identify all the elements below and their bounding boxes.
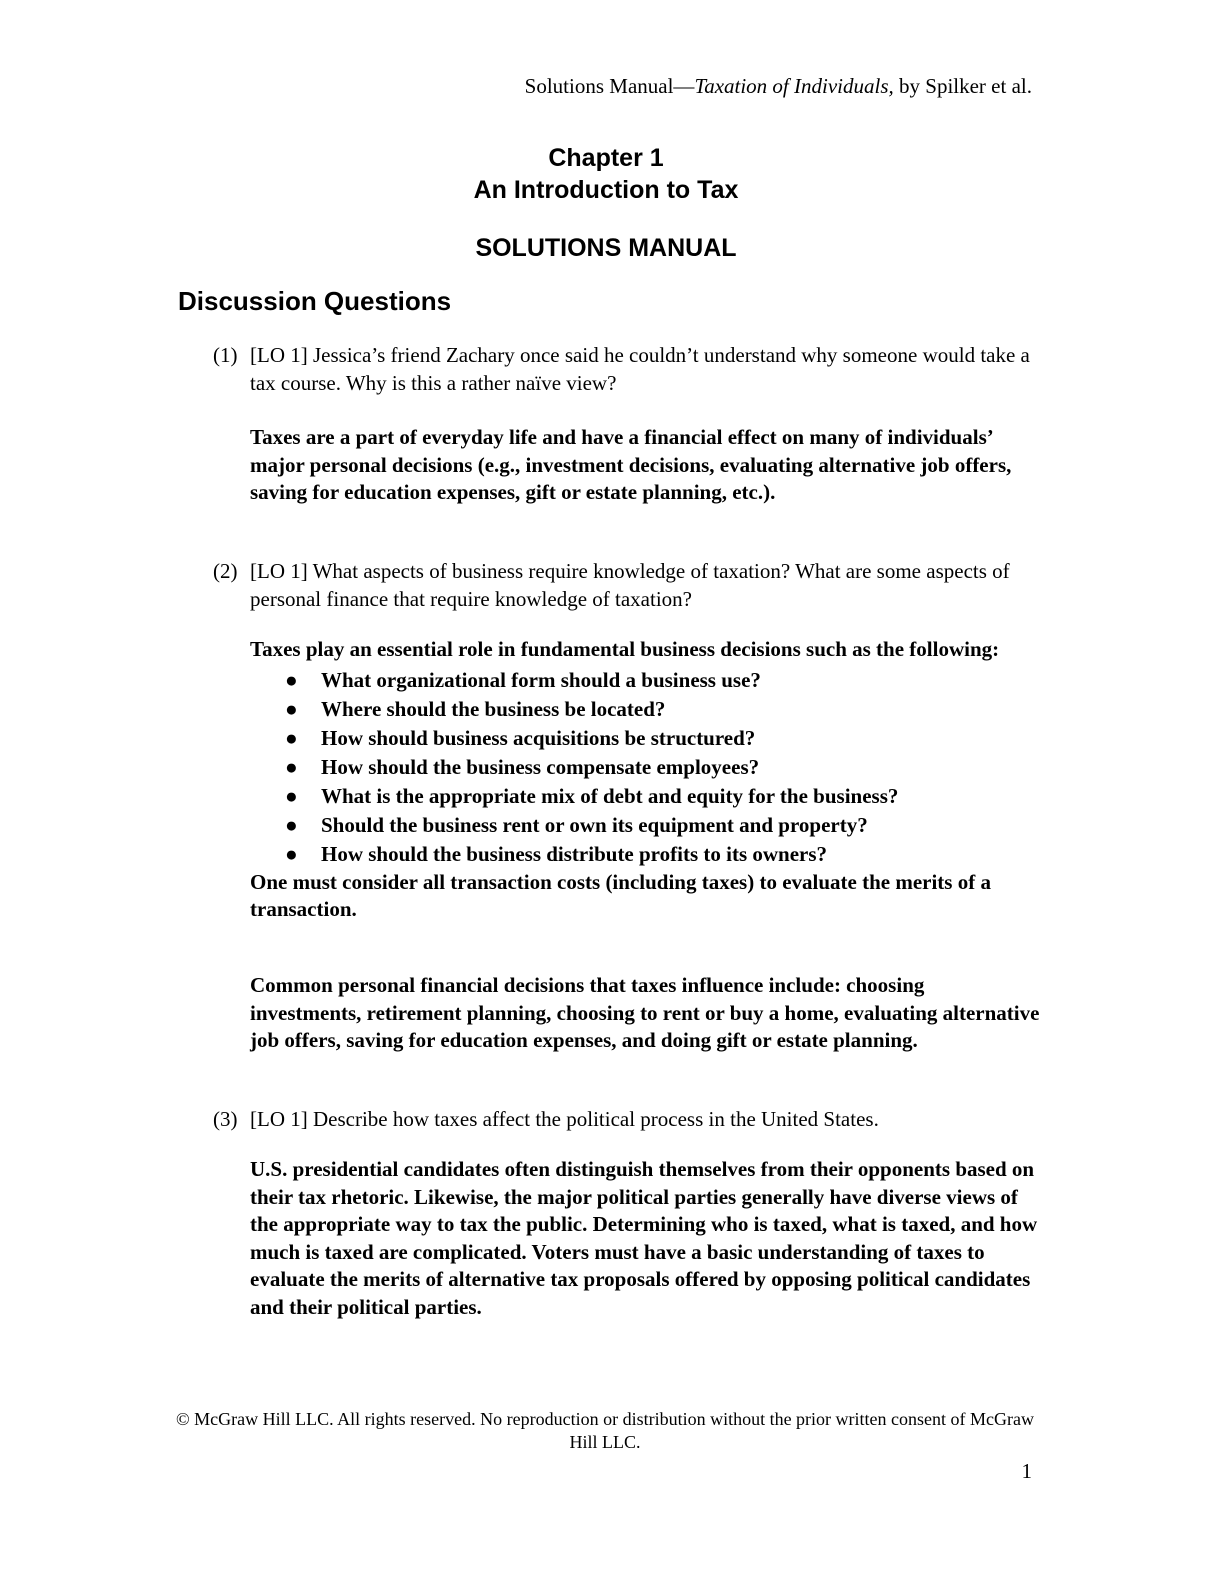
answer-intro: Taxes play an essential role in fundamental business decisions such as the following:	[250, 637, 1000, 661]
list-item: ● Where should the business be located?	[250, 695, 1040, 724]
question-text: [LO 1] What aspects of business require knowledge of taxation? What are some aspects of personal finance that require knowledge of taxation?	[250, 559, 1010, 611]
answer-personal: Common personal financial decisions that taxes influence include: choosing investments, retirement planning, choosing to rent or buy a home, evaluating alternative job offers, saving for education expenses, and doing gift or estate planning.	[250, 973, 1040, 1052]
question-2	[213, 558, 1043, 613]
answer-1	[250, 424, 1040, 507]
list-item: ● How should the business compensate employees?	[250, 753, 1040, 782]
answer-conclusion: One must consider all transaction costs (including taxes) to evaluate the merits of a transaction.	[250, 869, 991, 921]
bullet-icon: ●	[285, 783, 298, 808]
chapter-title: An Introduction to Tax	[473, 176, 739, 204]
bullet-icon: ●	[285, 725, 298, 750]
solutions-manual-title: SOLUTIONS MANUAL	[475, 234, 737, 262]
bullet-icon: ●	[285, 667, 298, 692]
bullet-icon: ●	[285, 696, 298, 721]
question-number: (3)	[213, 1107, 238, 1131]
page-number: 1	[1021, 1459, 1032, 1483]
question-text: [LO 1] Jessica’s friend Zachary once said he couldn’t understand why someone would take a tax course. Why is this a rather naïve view?	[250, 343, 1030, 395]
question-number: (1)	[213, 343, 238, 367]
question-number: (2)	[213, 559, 238, 583]
answer-3	[250, 1156, 1040, 1321]
answer-text: U.S. presidential candidates often distinguish themselves from their opponents based on their tax rhetoric. Likewise, the major political parties generally have diverse views of the appropriate way to tax the public. Determining who is taxed, what is taxed, and how much is taxed are complicated. Voters must have a basic understanding of taxes to evaluate the merits of alternative tax proposals offered by opposing political candidates and their political parties.	[250, 1157, 1038, 1319]
section-heading: Discussion Questions	[178, 286, 452, 316]
business-decisions-list	[250, 666, 1040, 869]
copyright-footer: © McGraw Hill LLC. All rights reserved. No reproduction or distribution without the prior written consent of McGraw Hill LLC.	[175, 1409, 1034, 1452]
chapter-number: Chapter 1	[548, 144, 664, 172]
title-block	[0, 142, 1212, 264]
bullet-icon: ●	[285, 812, 298, 837]
list-item: ● How should business acquisitions be structured?	[250, 724, 1040, 753]
question-text: [LO 1] Describe how taxes affect the political process in the United States.	[250, 1107, 879, 1131]
question-3	[213, 1106, 1043, 1134]
list-item: ● Should the business rent or own its equipment and property?	[250, 811, 1040, 840]
header-prefix: Solutions Manual—	[524, 74, 695, 98]
answer-text: Taxes are a part of everyday life and have a financial effect on many of individuals’ major personal decisions (e.g., investment decisions, evaluating alternative job offers, saving for education expenses, gift or estate planning, etc.).	[250, 425, 1012, 504]
answer-2-personal	[250, 972, 1040, 1055]
list-item: ● How should the business distribute profits to its owners?	[250, 840, 1040, 869]
bullet-icon: ●	[285, 841, 298, 866]
header-suffix: by Spilker et al.	[893, 74, 1032, 98]
list-item: ● What organizational form should a business use?	[250, 666, 1040, 695]
running-header	[525, 73, 1032, 99]
bullet-icon: ●	[285, 754, 298, 779]
question-1	[213, 342, 1043, 397]
answer-2	[250, 636, 1040, 924]
list-item: ● What is the appropriate mix of debt and equity for the business?	[250, 782, 1040, 811]
header-book-title: Taxation of Individuals,	[694, 74, 894, 98]
